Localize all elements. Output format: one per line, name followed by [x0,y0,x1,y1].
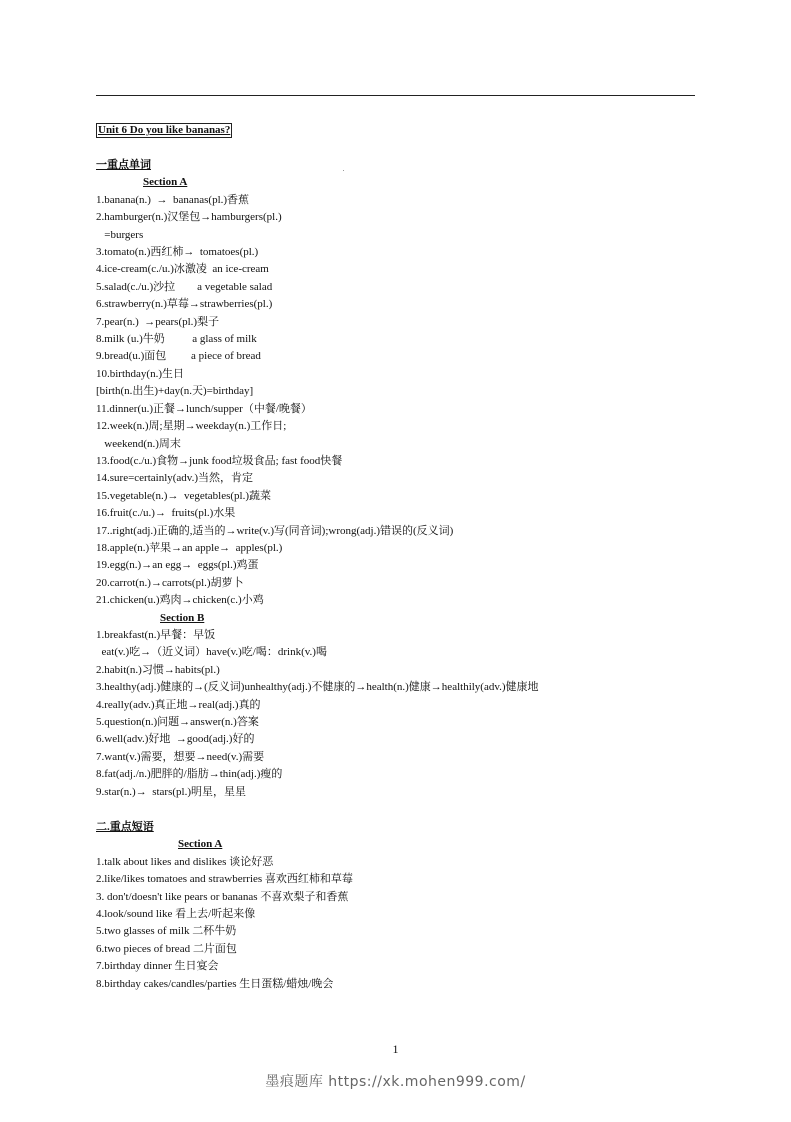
vocab-line: 3.healthy(adj.)健康的→(反义词)unhealthy(adj.)不健康的→health(n.)健康→healthily(adv.)健康地 [96,681,539,694]
vocab-list-a [96,192,706,610]
page-number: 1 [392,1042,399,1056]
section-heading-phrases: 二.重点短语 [96,821,154,834]
vocab-line: 2.hamburger(n.)汉堡包→hamburgers(pl.) [96,211,282,224]
subheading-section-a: Section A [143,176,188,189]
vocab-line: 20.carrot(n.)→carrots(pl.)胡萝卜 [96,576,244,589]
vocab-line: 4.ice-cream(c./u.)冰激凌 an ice-cream [96,263,269,276]
vocab-line: [birth(n.出生)+day(n.天)=birthday] [96,385,254,398]
phrase-line: 6.two pieces of bread 二片面包 [96,942,237,955]
vocab-line: 7.pear(n.) →pears(pl.)梨子 [96,315,220,328]
phrase-line: 8.birthday cakes/candles/parties 生日蛋糕/蜡烛/晚会 [96,977,334,990]
vocab-line: 1.breakfast(n.)早餐：早饭 [96,628,216,641]
vocab-line: 8.milk (u.)牛奶 a glass of milk [96,333,257,346]
vocab-list-b [96,627,706,801]
vocab-line: 21.chicken(u.)鸡肉→chicken(c.)小鸡 [96,594,264,607]
watermark: 墨痕题库 https://xk.mohen999.com/ [265,1074,526,1090]
vocab-line: 6.well(adv.)好地 →good(adj.)好的 [96,733,255,746]
vocab-line: 5.salad(c./u.)沙拉 a vegetable salad [96,280,273,293]
vocab-line: 9.star(n.)→ stars(pl.)明星，星星 [96,785,247,798]
unit-title: Unit 6 Do you like bananas? [98,124,231,136]
vocab-line: 12.week(n.)周;星期→weekday(n.)工作日; [96,420,287,433]
vocab-line: 15.vegetable(n.)→ vegetables(pl.)蔬菜 [96,489,272,502]
vocab-line: 17..right(adj.)正确的,适当的→write(v.)写(同音词);wrong(adj.)错误的(反义词) [96,524,454,537]
vocab-line: weekend(n.)周末 [96,437,181,450]
vocab-line: 11.dinner(u.)正餐→lunch/supper（中餐/晚餐） [96,402,312,415]
vocab-line: 5.question(n.)问题→answer(n.)答案 [96,716,259,728]
section-heading-vocabulary: 一重点单词 [96,159,151,171]
vocab-line: 9.bread(u.)面包 a piece of bread [96,350,261,363]
vocab-line: 13.food(c./u.)食物→junk food垃圾食品; fast food快餐 [96,454,343,467]
vocab-line: 3.tomato(n.)西红柿→ tomatoes(pl.) [96,246,259,259]
phrase-line: 4.look/sound like 看上去/听起来像 [96,908,256,921]
vocab-line: 4.really(adv.)真正地→real(adj.)真的 [96,698,261,711]
vocab-line: =burgers [96,228,144,241]
vocab-line: 16.fruit(c./u.)→ fruits(pl.)水果 [96,507,236,520]
phrase-line: 2.like/likes tomatoes and strawberries 喜欢西红柿和草莓 [96,873,353,886]
vocab-line: 7.want(v.)需要，想要→need(v.)需要 [96,750,265,763]
vocab-line: 8.fat(adj./n.)肥胖的/脂肪→thin(adj.)瘦的 [96,768,283,781]
subheading-section-b: Section B [160,611,205,624]
phrase-list [96,854,706,993]
vocab-line: 18.apple(n.)苹果→an apple→ apples(pl.) [96,541,283,554]
vocab-line: 10.birthday(n.)生日 [96,367,184,380]
vocab-line: 14.sure=certainly(adv.)当然，肯定 [96,472,254,485]
top-rule [96,95,695,96]
document-body [96,122,706,993]
vocab-line: 2.habit(n.)习惯→habits(pl.) [96,663,220,676]
phrase-line: 3. don't/doesn't like pears or bananas 不喜欢梨子和香蕉 [96,890,349,903]
vocab-line: 19.egg(n.)→an egg→ eggs(pl.)鸡蛋 [96,559,259,572]
phrase-line: 1.talk about likes and dislikes 谈论好恶 [96,855,274,868]
vocab-line: eat(v.)吃→（近义词）have(v.)吃/喝：drink(v.)喝 [96,646,327,659]
phrase-line: 7.birthday dinner 生日宴会 [96,960,219,973]
subheading-phrases-section-a: Section A [178,838,223,851]
vocab-line: 6.strawberry(n.)草莓→strawberries(pl.) [96,298,273,311]
vocab-line: 1.banana(n.) → bananas(pl.)香蕉 [96,193,250,206]
phrase-line: 5.two glasses of milk 二杯牛奶 [96,925,237,938]
